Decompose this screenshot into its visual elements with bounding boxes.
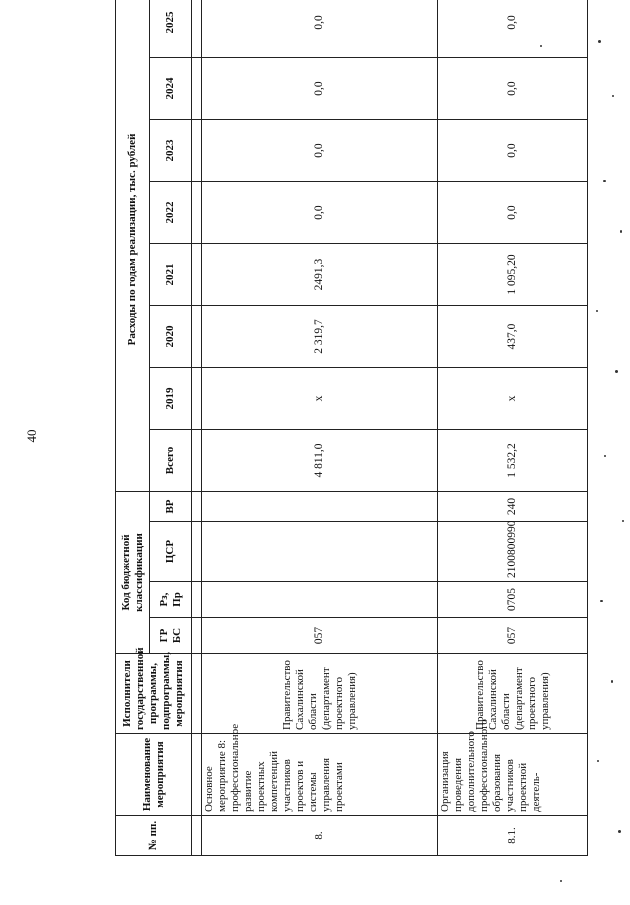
- row-grbs: 057: [438, 618, 588, 654]
- row-executor: Правительство Сахалинской области (департамент проектного управления): [438, 654, 588, 734]
- table-row: [202, 0, 438, 856]
- row-grbs: 057: [202, 618, 438, 654]
- header-csr: ЦСР: [150, 522, 192, 582]
- row-num: 8.1.: [438, 816, 588, 856]
- header-rzpr: Рз, Пр: [150, 582, 192, 618]
- row-2020: 2 319,7: [202, 306, 438, 368]
- row-2025: 0,0: [202, 0, 438, 58]
- row-2024: 0,0: [202, 58, 438, 120]
- header-2024: 2024: [150, 58, 192, 120]
- header-2022: 2022: [150, 182, 192, 244]
- row-vr: 240: [438, 492, 588, 522]
- row-csr: [202, 522, 438, 582]
- row-2023: 0,0: [202, 120, 438, 182]
- header-grbs: ГР БС: [150, 618, 192, 654]
- row-2020: 437,0: [438, 306, 588, 368]
- header-2019: 2019: [150, 368, 192, 430]
- row-2022: 0,0: [438, 182, 588, 244]
- header-expenses-group: Расходы по годам реализации, тыс. рублей: [116, 0, 150, 492]
- row-rzpr: 0705: [438, 582, 588, 618]
- header-vr: ВР: [150, 492, 192, 522]
- row-2023: 0,0: [438, 120, 588, 182]
- row-vr: [202, 492, 438, 522]
- row-rzpr: [202, 582, 438, 618]
- header-2023: 2023: [150, 120, 192, 182]
- rotated-page-content: [115, 11, 585, 856]
- row-name: Основное мероприятие 8: профессиональное развитие проектных компетенций участников проектов и системы управления проектами: [202, 734, 438, 816]
- table-row: [438, 0, 588, 856]
- row-csr: 2100800990: [438, 522, 588, 582]
- row-2019: x: [438, 368, 588, 430]
- header-name: Наименование мероприятия: [116, 734, 192, 816]
- row-num: 8.: [202, 816, 438, 856]
- header-2025: 2025: [150, 0, 192, 58]
- row-2025: 0,0: [438, 0, 588, 58]
- header-2021: 2021: [150, 244, 192, 306]
- row-2021: 1 095,20: [438, 244, 588, 306]
- row-name: Организация проведения дополнительного профессионального образования участников проектной деятель-: [438, 734, 588, 816]
- row-2019: x: [202, 368, 438, 430]
- row-total: 4 811,0: [202, 430, 438, 492]
- header-2020: 2020: [150, 306, 192, 368]
- page-number: 40: [24, 429, 39, 443]
- header-total: Всего: [150, 430, 192, 492]
- header-executor: Исполнители государственной программы, подпрограммы, мероприятия: [116, 654, 192, 734]
- header-code-group: Код бюджетной классификации: [116, 492, 150, 654]
- header-num: № пп.: [116, 816, 192, 856]
- row-2021: 2491,3: [202, 244, 438, 306]
- row-total: 1 532,2: [438, 430, 588, 492]
- row-2024: 0,0: [438, 58, 588, 120]
- row-executor: Правительство Сахалинской области (департамент проектного управления): [202, 654, 438, 734]
- row-2022: 0,0: [202, 182, 438, 244]
- expenses-table: [115, 0, 588, 856]
